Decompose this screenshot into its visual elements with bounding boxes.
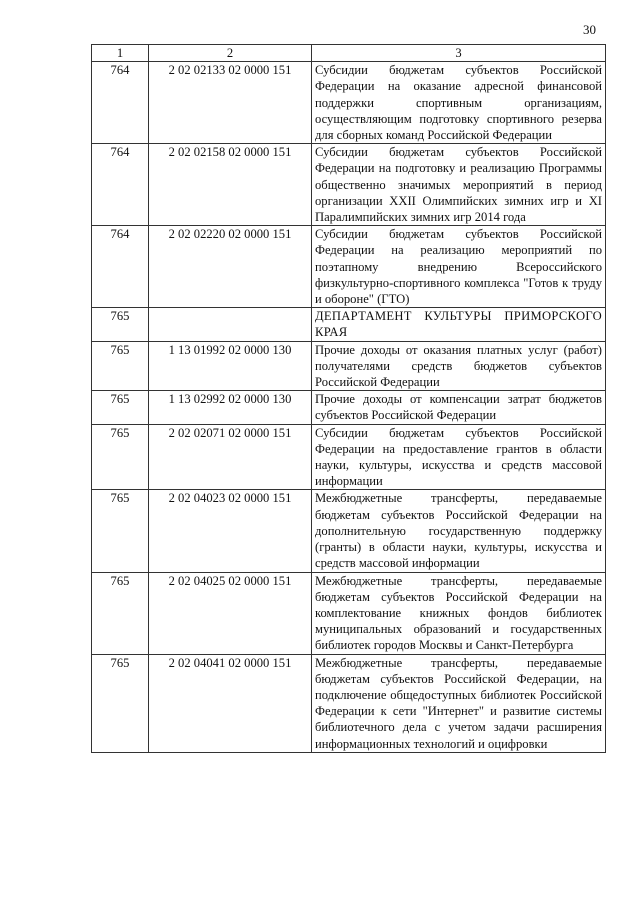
administrator-code: 764 bbox=[92, 144, 149, 226]
revenue-description: Субсидии бюджетам субъектов Российской Федерации на оказание адресной финансовой поддержки спортивным организациям, осуществляющим подготовку спортивного резерва для сборных команд Российской Федерации bbox=[312, 62, 606, 144]
table-row-department bbox=[92, 308, 606, 341]
revenue-description: Прочие доходы от компенсации затрат бюджетов субъектов Российской Федерации bbox=[312, 391, 606, 424]
revenue-code: 2 02 02133 02 0000 151 bbox=[149, 62, 312, 144]
table-row bbox=[92, 572, 606, 654]
page-number: 30 bbox=[583, 22, 596, 37]
header-col-3: 3 bbox=[312, 45, 606, 62]
revenue-description: Субсидии бюджетам субъектов Российской Федерации на предоставление грантов в области науки, культуры, искусства и средств массовой информации bbox=[312, 424, 606, 490]
revenue-description: Межбюджетные трансферты, передаваемые бюджетам субъектов Российской Федерации, на подключение общедоступных библиотек Российской Федерации к сети "Интернет" и развитие системы библиотечного дела с учетом задачи расширения информационных технологий и оцифровки bbox=[312, 654, 606, 752]
revenue-code: 2 02 02220 02 0000 151 bbox=[149, 226, 312, 308]
revenue-code: 2 02 02071 02 0000 151 bbox=[149, 424, 312, 490]
table-row bbox=[92, 341, 606, 391]
administrator-code: 765 bbox=[92, 654, 149, 752]
revenue-code: 2 02 04025 02 0000 151 bbox=[149, 572, 312, 654]
administrator-code: 765 bbox=[92, 490, 149, 572]
table-row bbox=[92, 144, 606, 226]
revenue-code: 2 02 04041 02 0000 151 bbox=[149, 654, 312, 752]
table-row bbox=[92, 226, 606, 308]
revenue-description: Межбюджетные трансферты, передаваемые бюджетам субъектов Российской Федерации на комплектование книжных фондов библиотек муниципальных образований и государственных библиотек городов Москвы и Санкт-Петербурга bbox=[312, 572, 606, 654]
table-header-row bbox=[92, 45, 606, 62]
administrator-code: 765 bbox=[92, 572, 149, 654]
administrator-code: 765 bbox=[92, 341, 149, 391]
revenue-description: Субсидии бюджетам субъектов Российской Федерации на подготовку и реализацию Программы общественно значимых мероприятий в период организации XXII Олимпийских зимних игр и XI Паралимпийских зимних игр 2014 года bbox=[312, 144, 606, 226]
revenue-description: Межбюджетные трансферты, передаваемые бюджетам субъектов Российской Федерации на дополнительную государственную поддержку (гранты) в области науки, культуры, искусства и средств массовой информации bbox=[312, 490, 606, 572]
revenue-code: 2 02 02158 02 0000 151 bbox=[149, 144, 312, 226]
administrator-code: 764 bbox=[92, 226, 149, 308]
administrator-code: 765 bbox=[92, 308, 149, 341]
table-row bbox=[92, 391, 606, 424]
table-row bbox=[92, 490, 606, 572]
administrator-code: 764 bbox=[92, 62, 149, 144]
administrator-code: 765 bbox=[92, 424, 149, 490]
revenue-description: Прочие доходы от оказания платных услуг (работ) получателями средств бюджетов субъектов Российской Федерации bbox=[312, 341, 606, 391]
header-col-1: 1 bbox=[92, 45, 149, 62]
budget-classification-table bbox=[91, 44, 606, 753]
table-row bbox=[92, 424, 606, 490]
table-row bbox=[92, 62, 606, 144]
revenue-code: 2 02 04023 02 0000 151 bbox=[149, 490, 312, 572]
table-row bbox=[92, 654, 606, 752]
revenue-description: Субсидии бюджетам субъектов Российской Федерации на реализацию мероприятий по поэтапному внедрению Всероссийского физкультурно-спортивного комплекса "Готов к труду и обороне" (ГТО) bbox=[312, 226, 606, 308]
revenue-code bbox=[149, 308, 312, 341]
administrator-code: 765 bbox=[92, 391, 149, 424]
revenue-code: 1 13 01992 02 0000 130 bbox=[149, 341, 312, 391]
department-name: ДЕПАРТАМЕНТ КУЛЬТУРЫ ПРИМОРСКОГО КРАЯ bbox=[312, 308, 606, 341]
header-col-2: 2 bbox=[149, 45, 312, 62]
revenue-code: 1 13 02992 02 0000 130 bbox=[149, 391, 312, 424]
